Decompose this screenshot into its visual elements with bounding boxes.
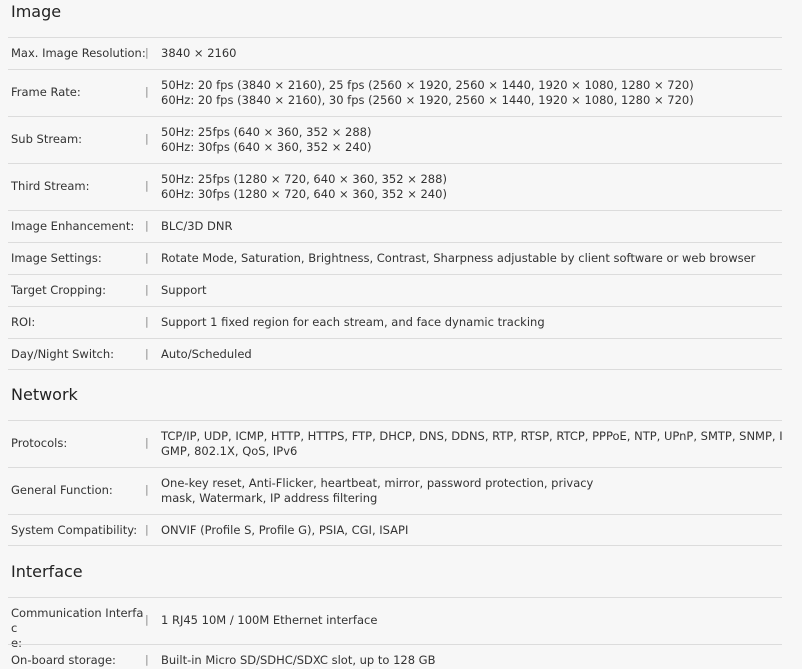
separator: |: [145, 219, 149, 232]
separator: |: [145, 85, 149, 98]
spec-row-third-stream: [8, 163, 782, 210]
spec-row-max-resolution: [8, 37, 782, 69]
separator: |: [145, 613, 149, 626]
section-title-image: Image: [11, 2, 62, 21]
spec-label: Target Cropping:: [11, 283, 107, 297]
spec-value: One-key reset, Anti-Flicker, heartbeat, mirror, password protection, privacy mask, Watermark, IP address filtering: [161, 476, 594, 505]
spec-label: Third Stream:: [11, 179, 90, 193]
spec-value: BLC/3D DNR: [161, 219, 233, 233]
separator: |: [145, 315, 149, 328]
spec-row-roi: [8, 306, 782, 338]
spec-row-general-function: [8, 467, 782, 514]
spec-label: Image Settings:: [11, 251, 102, 265]
spec-row-frame-rate: [8, 69, 782, 116]
separator: |: [145, 132, 149, 145]
spec-value: TCP/IP, UDP, ICMP, HTTP, HTTPS, FTP, DHCP, DNS, DDNS, RTP, RTSP, RTCP, PPPoE, NTP, UPnP, SMTP, SNMP, I GMP, 802.1X, QoS, IPv6: [161, 429, 783, 458]
spec-label: Day/Night Switch:: [11, 347, 115, 361]
spec-value: Rotate Mode, Saturation, Brightness, Contrast, Sharpness adjustable by client software or web browser: [161, 251, 756, 265]
spec-row-sub-stream: [8, 116, 782, 163]
spec-value: 3840 × 2160: [161, 46, 237, 60]
spec-value: 1 RJ45 10M / 100M Ethernet interface: [161, 613, 378, 627]
spec-label: Frame Rate:: [11, 85, 81, 99]
separator: |: [145, 436, 149, 449]
section-title-interface: Interface: [11, 562, 83, 581]
spec-value: Support 1 fixed region for each stream, and face dynamic tracking: [161, 315, 545, 329]
separator: |: [145, 46, 149, 59]
spec-row-image-settings: [8, 242, 782, 274]
spec-label: Protocols:: [11, 436, 68, 450]
spec-label: On-board storage:: [11, 653, 116, 667]
separator: |: [145, 523, 149, 536]
separator: |: [145, 179, 149, 192]
separator: |: [145, 653, 149, 666]
spec-row-communication-interface: [8, 597, 782, 650]
spec-label: Image Enhancement:: [11, 219, 135, 233]
spec-value: ONVIF (Profile S, Profile G), PSIA, CGI, ISAPI: [161, 523, 409, 537]
spec-label: System Compatibility:: [11, 523, 138, 537]
separator: |: [145, 283, 149, 296]
spec-row-image-enhancement: [8, 210, 782, 242]
spec-label: Max. Image Resolution:: [11, 46, 146, 60]
separator: |: [145, 251, 149, 264]
spec-value: Auto/Scheduled: [161, 347, 252, 361]
spec-value: 50Hz: 25fps (640 × 360, 352 × 288) 60Hz: 30fps (640 × 360, 352 × 240): [161, 125, 372, 154]
spec-value: Support: [161, 283, 207, 297]
spec-row-system-compatibility: [8, 514, 782, 546]
spec-row-protocols: [8, 420, 782, 467]
spec-value: Built-in Micro SD/SDHC/SDXC slot, up to 128 GB: [161, 653, 436, 667]
spec-label: General Function:: [11, 483, 113, 497]
spec-label: Sub Stream:: [11, 132, 83, 146]
spec-row-day-night: [8, 338, 782, 370]
spec-row-onboard-storage: [8, 644, 782, 669]
separator: |: [145, 483, 149, 496]
spec-label: ROI:: [11, 315, 36, 329]
spec-value: 50Hz: 25fps (1280 × 720, 640 × 360, 352 × 288) 60Hz: 30fps (1280 × 720, 640 × 360, 352 × 240): [161, 172, 447, 201]
spec-value: 50Hz: 20 fps (3840 × 2160), 25 fps (2560 × 1920, 2560 × 1440, 1920 × 1080, 1280 × 720) 60Hz: 20 fps (3840 × 2160), 30 fps (2560 × 1920, 2560 × 1440, 1920 × 1080, 1280 × 720): [161, 78, 694, 107]
spec-label: Communication Interfac e:: [11, 606, 144, 650]
spec-row-target-cropping: [8, 274, 782, 306]
separator: |: [145, 347, 149, 360]
section-title-network: Network: [11, 385, 78, 404]
